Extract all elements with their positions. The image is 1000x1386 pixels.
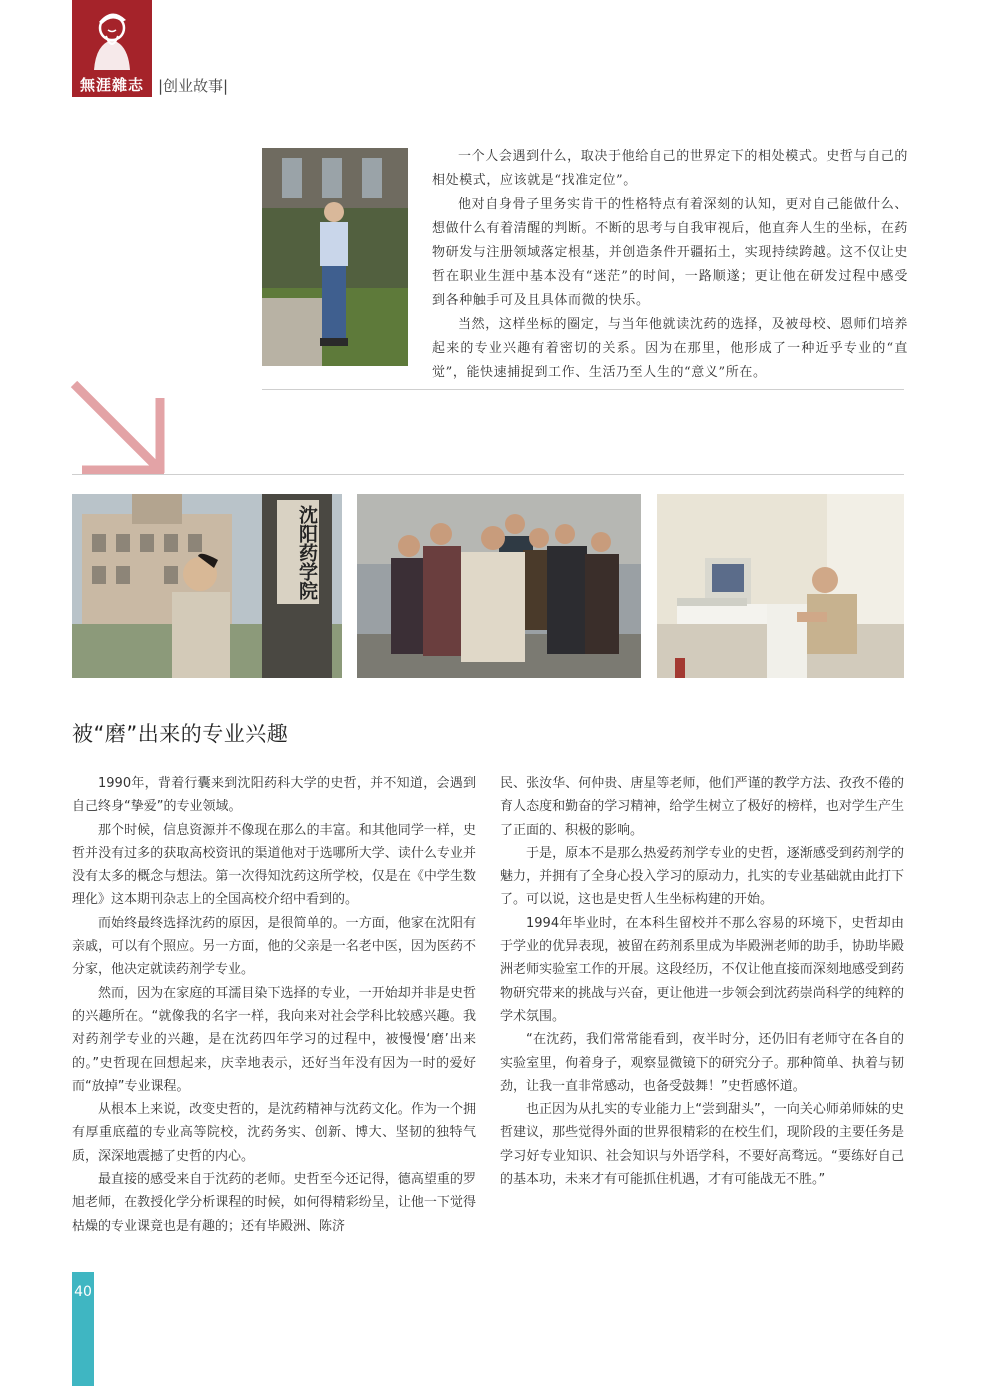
article-paragraph: 最直接的感受来自于沈药的老师。史哲至今还记得，德高望重的罗旭老师，在教授化学分析课程的时候，如何得精彩纷呈，让他一下觉得枯燥的专业课竟也是有趣的；还有毕殿洲、陈济: [72, 1172, 476, 1234]
article-paragraph: 那个时候，信息资源并不像现在那么的丰富。和其他同学一样，史哲并没有过多的获取高校资讯的渠道他对于选哪所大学、读什么专业并没有太多的概念与想法。第一次得知沈药这所学校，仅是在《中学生数理化》这本期刊杂志上的全国高校介绍中看到的。: [72, 822, 476, 908]
article-paragraph: 于是，原本不是那么热爱药剂学专业的史哲，逐渐感受到药剂学的魅力，并拥有了全身心投入学习的原动力，扎实的专业基础就由此打下了。可以说，这也是史哲人生坐标构建的开始。: [500, 845, 904, 908]
article-paragraph: 1994年毕业时，在本科生留校并不那么容易的环境下，史哲却由于学业的优异表现，被留在药剂系里成为毕殿洲老师的助手，协助毕殿洲老师实验室工作的开展。这段经历，不仅让他直接而深刻地感受到药物研究带来的挑战与兴奋，更让他进一步领会到沈药崇尚科学的纯粹的学术氛围。: [500, 915, 904, 1024]
section-label: |创业故事|: [158, 77, 229, 95]
page-number: 40: [74, 1284, 92, 1300]
article-column-right: [500, 772, 904, 1191]
intro-paragraph: 他对自身骨子里务实肯干的性格特点有着深刻的认知，更对自己能做什么、想做什么有着清醒的判断。不断的思考与自我审视后，他直奔人生的坐标，在药物研发与注册领域落定根基，并创造条件开疆拓土，实现持续跨越。这不仅让史哲在职业生涯中基本没有“迷茫”的时间，一路顺遂；更让他在研发过程中感受到各种触手可及且具体而微的快乐。: [432, 197, 909, 308]
magazine-name: 無涯雜志: [79, 76, 144, 94]
article-paragraph: 民、张汝华、何仲贵、唐星等老师，他们严谨的教学方法、孜孜不倦的育人态度和勤奋的学习精神，给学生树立了极好的榜样，也对学生产生了正面的、积极的影响。: [500, 776, 904, 838]
divider-line: [262, 389, 904, 390]
article-paragraph: 然而，因为在家庭的耳濡目染下选择的专业，一开始却并非是史哲的兴趣所在。“就像我的名字一样，我向来对社会学科比较感兴趣。我对药剂学专业的兴趣，是在沈药四年学习的过程中，被慢慢‘磨’出来的。”史哲现在回想起来，庆幸地表示，还好当年没有因为一时的爱好而“放掉”专业课程。: [72, 985, 476, 1094]
arrow-down-right-icon: [70, 380, 170, 480]
intro-paragraph: 当然，这样坐标的圈定，与当年他就读沈药的选择，及被母校、恩师们培养起来的专业兴趣有着密切的关系。因为在那里，他形成了一种近乎专业的“直觉”，能快速捕捉到工作、生活乃至人生的“意义”所在。: [432, 317, 908, 380]
intro-text: [432, 145, 908, 385]
article-paragraph: 1990年，背着行囊来到沈阳药科大学的史哲，并不知道，会遇到自己终身“挚爱”的专业领域。: [72, 776, 476, 815]
article-heading: 被“磨”出来的专业兴趣: [72, 722, 289, 746]
scholar-portrait-icon: [72, 0, 152, 74]
intro-paragraph: 一个人会遇到什么，取决于他给自己的世界定下的相处模式。史哲与自己的相处模式，应该就是“找准定位”。: [432, 149, 908, 188]
divider-line: [72, 474, 904, 475]
article-paragraph: 从根本上来说，改变史哲的，是沈药精神与沈药文化。作为一个拥有厚重底蕴的专业高等院校，沈药务实、创新、博大、坚韧的独特气质，深深地震撼了史哲的内心。: [72, 1102, 476, 1164]
magazine-logo: [72, 0, 152, 97]
group-photo: [357, 494, 641, 678]
article-paragraph: 也正因为从扎实的专业能力上“尝到甜头”，一向关心师弟师妹的史哲建议，那些觉得外面的世界很精彩的在校生们，现阶段的主要任务是学习好专业知识、社会知识与外语学科，不要好高骛远。“要练好自己的基本功，未来才有可能抓住机遇，才有可能战无不胜。”: [500, 1102, 904, 1188]
campus-sign: 沈阳药学院: [296, 504, 318, 600]
article-paragraph: “在沈药，我们常常能看到，夜半时分，还仍旧有老师守在各自的实验室里，佝着身子，观察显微镜下的研究分子。那种简单、执着与韧劲，让我一直非常感动，也备受鼓舞！”史哲感怀道。: [500, 1032, 904, 1094]
office-photo: [657, 494, 904, 678]
article-column-left: [72, 772, 476, 1238]
article-paragraph: 而始终最终选择沈药的原因，是很简单的。一方面，他家在沈阳有亲戚，可以有个照应。另一方面，他的父亲是一名老中医，因为医药不分家，他决定就读药剂学专业。: [72, 915, 476, 978]
portrait-photo: [262, 148, 408, 366]
campus-photo: [72, 494, 342, 678]
